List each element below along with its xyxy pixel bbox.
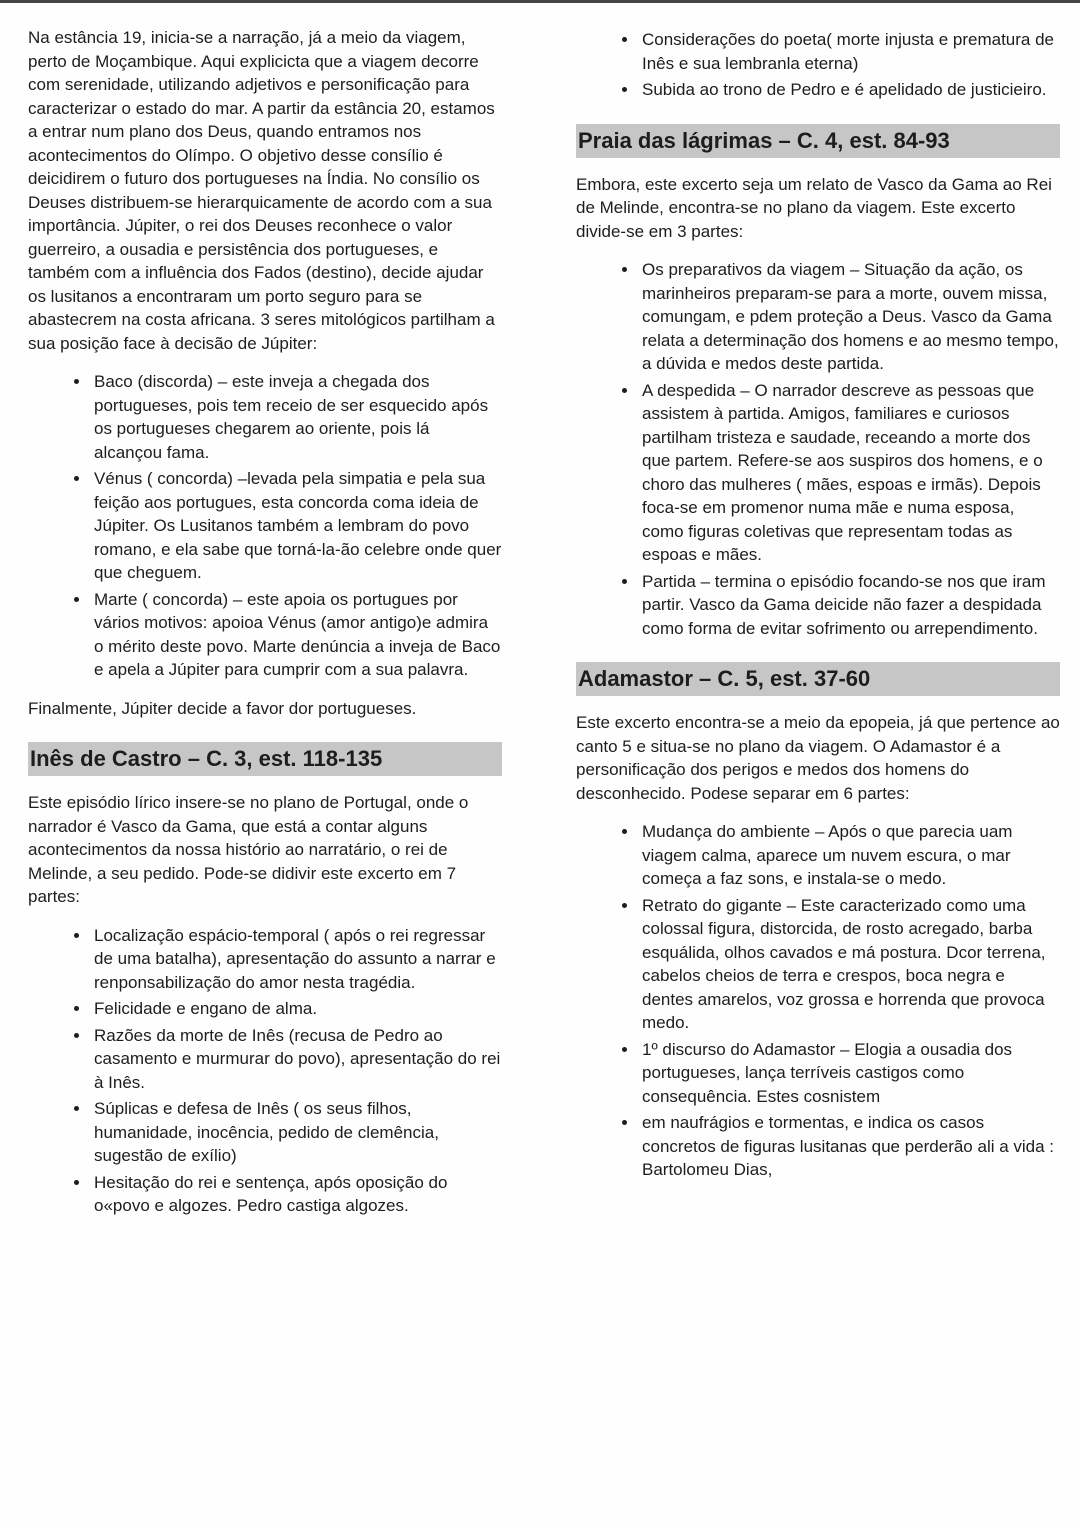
bullet-item: • Partida – termina o episódio focando-se nos que iram partir. Vasco da Gama deicide não fazer a despidada como forma de evitar sofrimento ou arrependimento. (639, 570, 1060, 641)
bullet-item: • Localização espácio-temporal ( após o rei regressar de uma batalha), apresentação do assunto a narrar e renponsabilização do amor nesta tragédia. (91, 924, 502, 995)
paragraph-adamastor-intro: Este excerto encontra-se a meio da epopeia, já que pertence ao canto 5 e situa-se no plano da viagem. O Adamastor é a personificação dos perigos e medos dos homens do desconhecido. Podese separar em 6 partes: (576, 713, 1060, 803)
bullet-item: • Considerações do poeta( morte injusta e prematura de Inês e sua lembranla eterna) (639, 28, 1060, 75)
bullet-item: • 1º discurso do Adamastor – Elogia a ousadia dos portugueses, lança terríveis castigos como consequência. Estes cosnistem (639, 1038, 1060, 1109)
bullet-item: • Felicidade e engano de alma. (91, 997, 502, 1021)
paragraph-consilio-conclusion: Finalmente, Júpiter decide a favor dor portugueses. (28, 698, 417, 718)
ines-bullet-list (28, 924, 502, 1218)
bullet-item: • Subida ao trono de Pedro e é apelidado de justicieiro. (639, 78, 1060, 102)
section-heading-praia-das-lagrimas: Praia das lágrimas – C. 4, est. 84-93 (576, 124, 1060, 158)
bullet-item: • Hesitação do rei e sentença, após oposição do o«povo e algozes. Pedro castiga algozes. (91, 1171, 502, 1218)
gods-bullet-list (28, 370, 502, 682)
bullet-item-marte: • Marte ( concorda) – este apoia os portugues por vários motivos: apoioa Vénus (amor antigo)e admira o mérito deste povo. Marte denúncia a inveja de Baco e apela a Júpiter para cumprir com a sua palavra. (91, 588, 502, 682)
ines-continued-bullet-list (576, 28, 1060, 102)
scan-top-edge (0, 0, 1080, 3)
bullet-item: • Retrato do gigante – Este caracterizado como uma colossal figura, distorcida, de rosto acregado, barba esquálida, olhos cavados e má postura. Dcor terrena, cabelos cheios de terra e crespos, boca negra e dentes amarelos, voz grossa e horrenda que provoca medo. (639, 894, 1060, 1035)
bullet-item: • Mudança do ambiente – Após o que parecia uam viagem calma, aparece um nuvem escura, o mar começa a faz sons, e instala-se o medo. (639, 820, 1060, 891)
bullet-item: • Súplicas e defesa de Inês ( os seus filhos, humanidade, inocência, pedido de clemência, sugestão de exílio) (91, 1097, 502, 1168)
paragraph-ines-intro: Este episódio lírico insere-se no plano de Portugal, onde o narrador é Vasco da Gama, que está a contar alguns acontecimentos da nossa histório ao narratário, o rei de Melinde, a seu pedido. Pode-se didivir este excerto em 7 partes: (28, 793, 469, 906)
bullet-item: • Os preparativos da viagem – Situação da ação, os marinheiros preparam-se para a morte, ouvem missa, comungam, e pdem proteção a Deus. Vasco da Gama relata a determinação dos homens e ao mesmo tempo, a dúvida e medos deste partida. (639, 258, 1060, 376)
left-column (28, 26, 502, 1233)
bullet-item: • A despedida – O narrador descreve as pessoas que assistem à partida. Amigos, familiares e curiosos partilham tristeza e saudade, receando a morte dos que partem. Refere-se aos suspiros dos homens, e o choro das mulheres ( mães, espoas e irmãs). Depois foca-se em promenor numa mãe e numa esposa, como figuras coletivas que representam todas as espoas e mães. (639, 379, 1060, 567)
paragraph-consilio-intro: Na estância 19, inicia-se a narração, já a meio da viagem, perto de Moçambique. Aqui explicicta que a viagem decorre com serenidade, utilizando adjetivos e personificação para caracterizar o estado do mar. A partir da estância 20, estamos a entrar num plano dos Deus, quando entramos nos acontecimentos do Olímpo. O objetivo desse consílio é deicidirem o futuro dos portugueses na Índia. No consílio os Deuses distribuem-se hierarquicamente de acordo com a sua importância. Júpiter, o rei dos Deuses reconhece o valor guerreiro, a ousadia e persistência dos portugueses, e também com a influência dos Fados (destino), decide ajudar os lusitanos a encontraram um porto seguro para se abastecrem na costa africana. 3 seres mitológicos partilham a sua posição face à decisão de Júpiter: (28, 28, 495, 353)
right-column (576, 26, 1060, 1233)
bullet-item-venus: • Vénus ( concorda) –levada pela simpatia e pela sua feição aos portugues, esta concorda coma ideia de Júpiter. Os Lusitanos também a lembram do povo romano, e ela sabe que torná-la-ão celebre onde quer que cheguem. (91, 467, 502, 585)
section-heading-ines-de-castro: Inês de Castro – C. 3, est. 118-135 (28, 742, 502, 776)
section-heading-adamastor: Adamastor – C. 5, est. 37-60 (576, 662, 1060, 696)
paragraph-praia-intro: Embora, este excerto seja um relato de Vasco da Gama ao Rei de Melinde, encontra-se no plano da viagem. Este excerto divide-se em 3 partes: (576, 174, 1052, 241)
bullet-item: • em naufrágios e tormentas, e indica os casos concretos de figuras lusitanas que perderão ali a vida : Bartolomeu Dias, (639, 1111, 1060, 1182)
bullet-item-baco: • Baco (discorda) – este inveja a chegada dos portugueses, pois tem receio de ser esquecido após os portugueses chegarem ao oriente, pois lá alcançou fama. (91, 370, 502, 464)
bullet-item: • Razões da morte de Inês (recusa de Pedro ao casamento e murmurar do povo), apresentação do rei à Inês. (91, 1024, 502, 1095)
praia-bullet-list (576, 258, 1060, 640)
adamastor-bullet-list (576, 820, 1060, 1182)
